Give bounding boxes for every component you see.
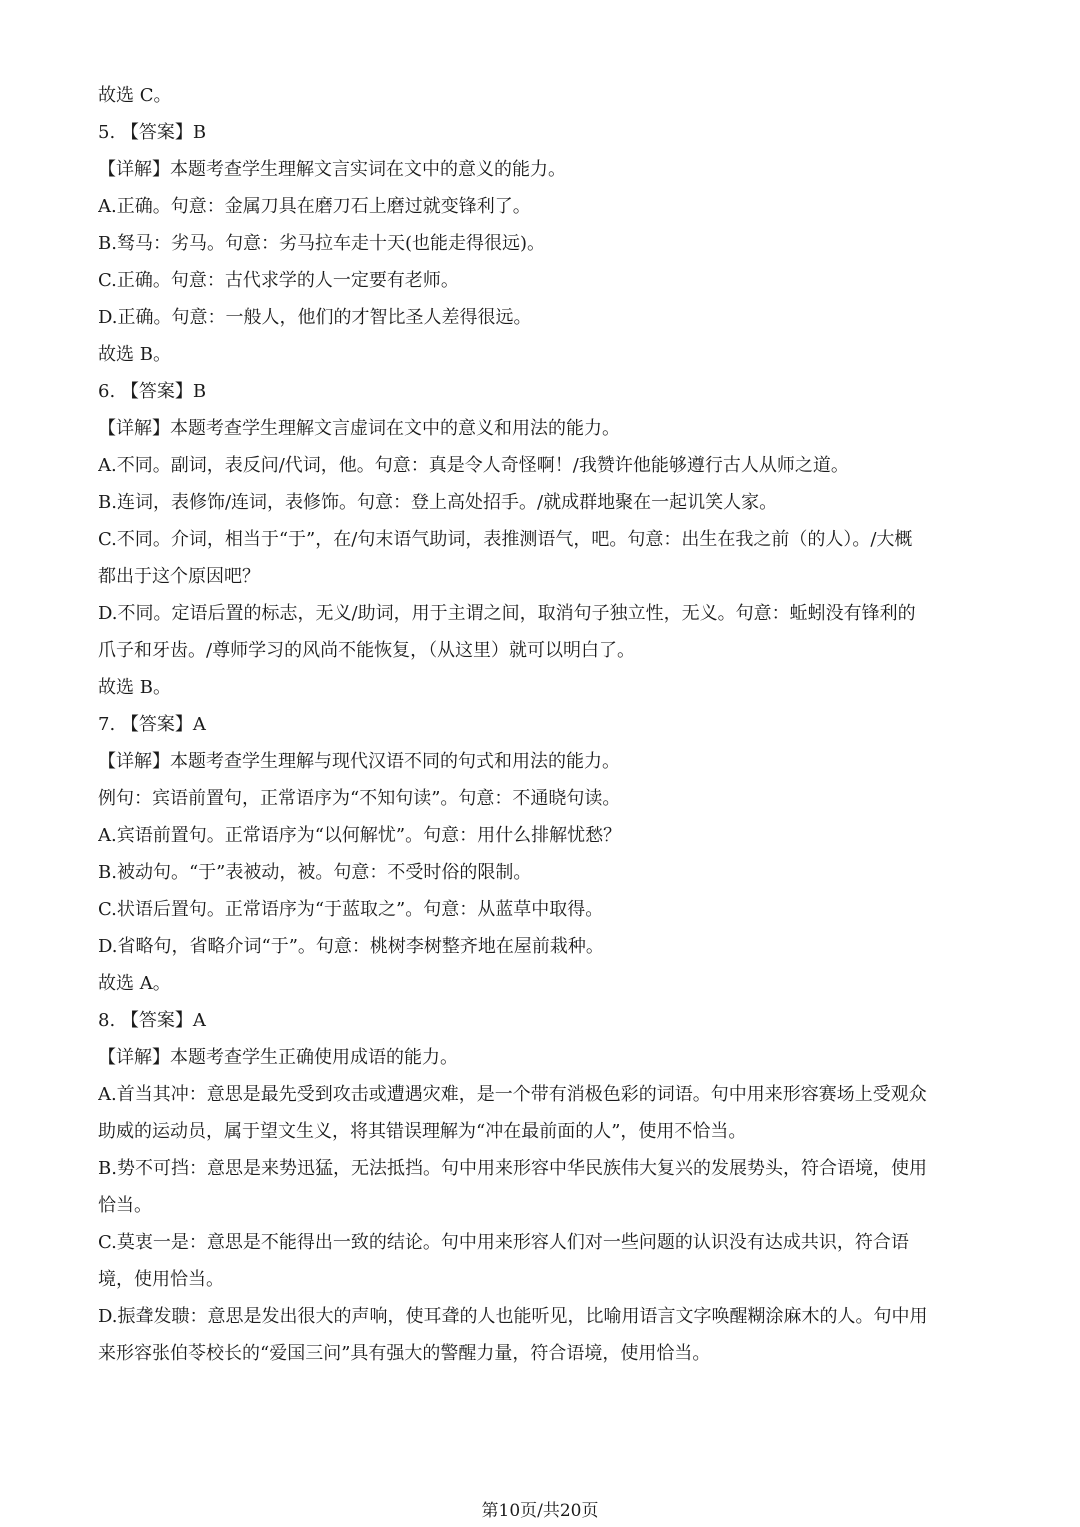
question-5-answer: 5. 【答案】B bbox=[98, 122, 207, 143]
text-line: D.不同。定语后置的标志，无义/助词，用于主谓之间，取消句子独立性，无义。句意：蚯蚓没有锋利的 bbox=[98, 603, 916, 624]
text-line: A.不同。副词，表反问/代词，他。句意：真是令人奇怪啊！/我赞许他能够遵行古人从师之道。 bbox=[98, 455, 849, 476]
text-line: D.省略句，省略介词“于”。句意：桃树李树整齐地在屋前栽种。 bbox=[98, 936, 604, 957]
question-7-answer: 7. 【答案】A bbox=[98, 714, 206, 735]
text-line: 故选 A。 bbox=[98, 973, 171, 994]
text-line: 来形容张伯苓校长的“爱国三问”具有强大的警醒力量，符合语境，使用恰当。 bbox=[98, 1343, 711, 1364]
text-line: D.振聋发聩：意思是发出很大的声响，使耳聋的人也能听见，比喻用语言文字唤醒糊涂麻木的人。句中用 bbox=[98, 1306, 928, 1327]
text-line: B.连词，表修饰/连词，表修饰。句意：登上高处招手。/就成群地聚在一起讥笑人家。 bbox=[98, 492, 778, 513]
text-line: D.正确。句意：一般人，他们的才智比圣人差得很远。 bbox=[98, 307, 532, 328]
text-line: 恰当。 bbox=[98, 1195, 152, 1216]
text-line: A.首当其冲：意思是最先受到攻击或遭遇灾难，是一个带有消极色彩的词语。句中用来形容赛场上受观众 bbox=[98, 1084, 927, 1105]
text-line: A.正确。句意：金属刀具在磨刀石上磨过就变锋利了。 bbox=[98, 196, 531, 217]
text-line: C.不同。介词，相当于“于”，在/句末语气助词，表推测语气，吧。句意：出生在我之前（的人）。/大概 bbox=[98, 529, 913, 550]
question-6-answer: 6. 【答案】B bbox=[98, 381, 207, 402]
answer-explanations bbox=[98, 77, 988, 1372]
text-line: B.被动句。“于”表被动，被。句意：不受时俗的限制。 bbox=[98, 862, 532, 883]
text-line: 【详解】本题考查学生理解文言实词在文中的意义的能力。 bbox=[98, 159, 566, 180]
text-line: 故选 B。 bbox=[98, 344, 171, 365]
text-line: A.宾语前置句。正常语序为“以何解忧”。句意：用什么排解忧愁？ bbox=[98, 825, 622, 846]
text-line: 境，使用恰当。 bbox=[98, 1269, 224, 1290]
text-line: B.势不可挡：意思是来势迅猛，无法抵挡。句中用来形容中华民族伟大复兴的发展势头，符合语境，使用 bbox=[98, 1158, 927, 1179]
text-line: B.驽马：劣马。句意：劣马拉车走十天(也能走得很远)。 bbox=[98, 233, 545, 254]
question-8-answer: 8. 【答案】A bbox=[98, 1010, 206, 1031]
text-line: 【详解】本题考查学生正确使用成语的能力。 bbox=[98, 1047, 458, 1068]
text-line: 【详解】本题考查学生理解文言虚词在文中的意义和用法的能力。 bbox=[98, 418, 620, 439]
text-line: 例句：宾语前置句，正常语序为“不知句读”。句意：不通晓句读。 bbox=[98, 788, 621, 809]
text-line: 故选 B。 bbox=[98, 677, 171, 698]
text-line: 故选 C。 bbox=[98, 85, 172, 106]
text-line: C.状语后置句。正常语序为“于蓝取之”。句意：从蓝草中取得。 bbox=[98, 899, 604, 920]
text-line: C.正确。句意：古代求学的人一定要有老师。 bbox=[98, 270, 459, 291]
text-line: C.莫衷一是：意思是不能得出一致的结论。句中用来形容人们对一些问题的认识没有达成共识，符合语 bbox=[98, 1232, 909, 1253]
text-line: 爪子和牙齿。/尊师学习的风尚不能恢复，（从这里）就可以明白了。 bbox=[98, 640, 636, 661]
text-line: 助威的运动员，属于望文生义，将其错误理解为“冲在最前面的人”，使用不恰当。 bbox=[98, 1121, 747, 1142]
text-line: 【详解】本题考查学生理解与现代汉语不同的句式和用法的能力。 bbox=[98, 751, 620, 772]
page-number: 第10页/共20页 bbox=[481, 1501, 599, 1521]
text-line: 都出于这个原因吧？ bbox=[98, 566, 260, 587]
